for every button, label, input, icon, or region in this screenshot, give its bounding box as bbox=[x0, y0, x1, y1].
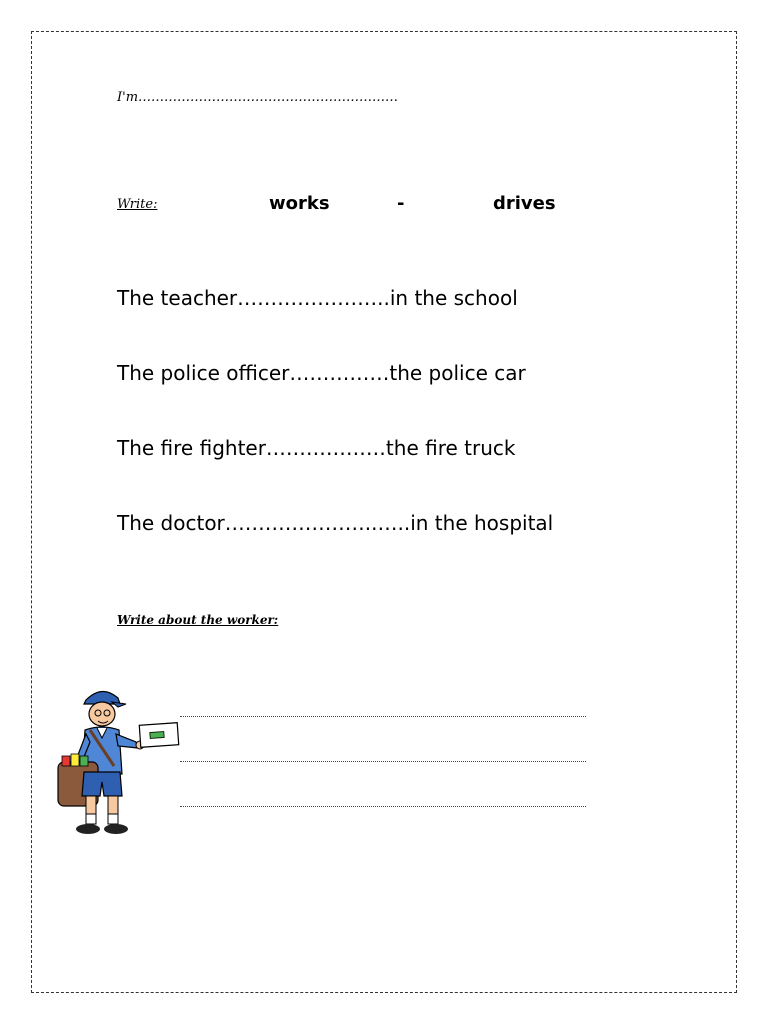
write-instruction: Write: bbox=[117, 197, 158, 212]
mail-carrier-icon bbox=[52, 682, 180, 842]
word-bank-dash: - bbox=[397, 193, 405, 214]
sentence-teacher: The teacher…………………..in the school bbox=[117, 286, 518, 310]
word-bank-works: works bbox=[269, 193, 330, 214]
answer-line-3[interactable] bbox=[180, 806, 586, 807]
write-about-instruction: Write about the worker: bbox=[117, 613, 279, 627]
sentence-fire-fighter: The fire fighter………………the fire truck bbox=[117, 436, 516, 460]
answer-line-1[interactable] bbox=[180, 716, 586, 717]
name-prompt: I'm…………………………………………………… bbox=[117, 90, 399, 105]
sentence-police-officer: The police officer……………the police car bbox=[117, 361, 526, 385]
answer-line-2[interactable] bbox=[180, 761, 586, 762]
sentence-doctor: The doctor…………………..…..in the hospital bbox=[117, 511, 554, 535]
word-bank-drives: drives bbox=[493, 193, 556, 214]
